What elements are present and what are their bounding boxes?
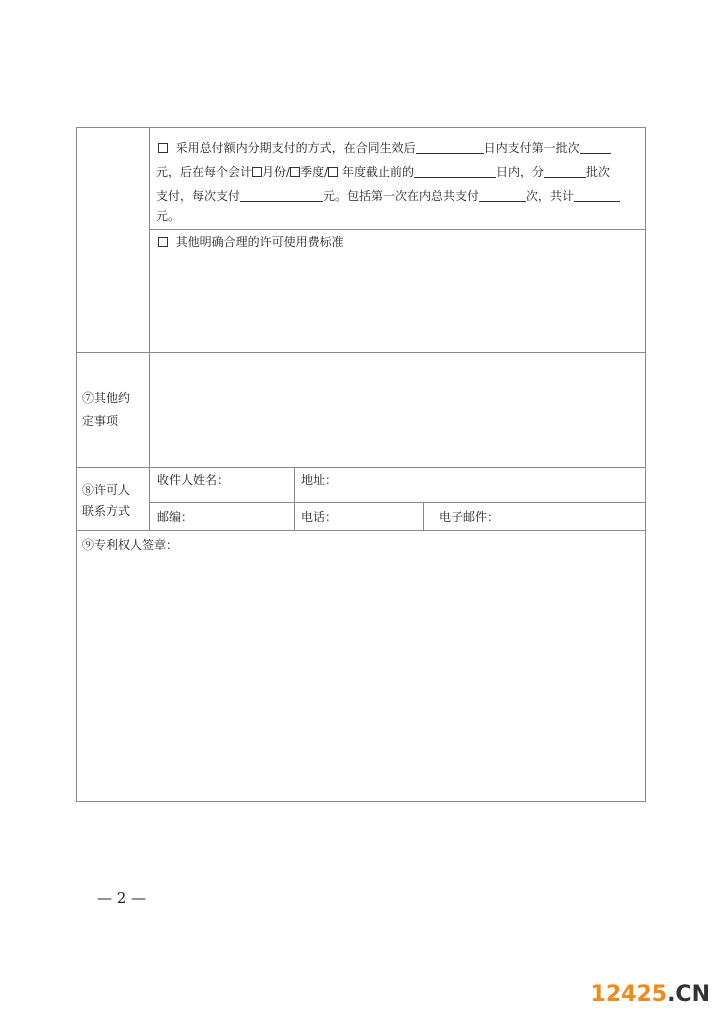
address-label: 地址： (301, 473, 338, 487)
watermark-number: 12425 (590, 982, 668, 1007)
section7-content-field[interactable] (151, 354, 643, 466)
contact-divider-2 (423, 502, 424, 530)
section8-label-line1: ⑧许可人 (82, 483, 131, 497)
phone-label: 电话： (301, 510, 338, 524)
recipient-name-label: 收件人姓名： (157, 473, 230, 487)
watermark-suffix: .CN (667, 982, 710, 1007)
installment-line-3: 支付，每次支付 元。包括第一次在内总共支付 次，共计 (156, 188, 620, 204)
installment-line-2: 元，后在每个会计 月份/ 季度/ 年度截止前的 日内，分 批次 (156, 165, 610, 179)
each-payment-blank[interactable] (240, 189, 323, 202)
divider-contact-rows (150, 502, 645, 503)
page-number: — 2 — (97, 889, 147, 907)
month-checkbox[interactable] (252, 167, 262, 177)
other-standard-option: 其他明确合理的许可使用费标准 (158, 234, 344, 250)
section8-label-line2: 联系方式 (82, 504, 131, 518)
divider-section8 (77, 467, 645, 468)
site-watermark-logo (591, 984, 710, 1006)
divider-installment-other (150, 229, 645, 230)
postcode-label: 邮编： (157, 510, 194, 524)
contact-divider-1 (294, 467, 295, 530)
days-blank[interactable] (416, 141, 484, 154)
section7-label-line1: ⑦其他约 (82, 391, 131, 405)
installment-line-4: 元。 (156, 209, 181, 223)
year-checkbox[interactable] (328, 167, 338, 177)
quarter-checkbox[interactable] (290, 167, 300, 177)
divider-section9 (77, 530, 645, 531)
signature-area[interactable] (79, 558, 643, 798)
first-batch-amount-blank[interactable] (580, 141, 611, 154)
section7-label-line2: 定事项 (82, 414, 119, 428)
batch-count-blank[interactable] (544, 165, 586, 178)
total-amount-blank[interactable] (574, 189, 620, 202)
divider-section7 (77, 352, 645, 353)
installment-line-1: 采用总付额内分期支付的方式，在合同生效后 日内支付第一批次 (158, 140, 611, 156)
label-column-divider (149, 128, 150, 530)
total-times-blank[interactable] (479, 189, 526, 202)
email-label: 电子邮件： (439, 510, 500, 524)
patentee-signature-label: ⑨专利权人签章： (82, 538, 179, 552)
other-standard-checkbox[interactable] (158, 237, 168, 247)
period-days-blank[interactable] (414, 165, 496, 178)
license-fee-form (76, 127, 646, 802)
installment-checkbox[interactable] (158, 143, 168, 153)
